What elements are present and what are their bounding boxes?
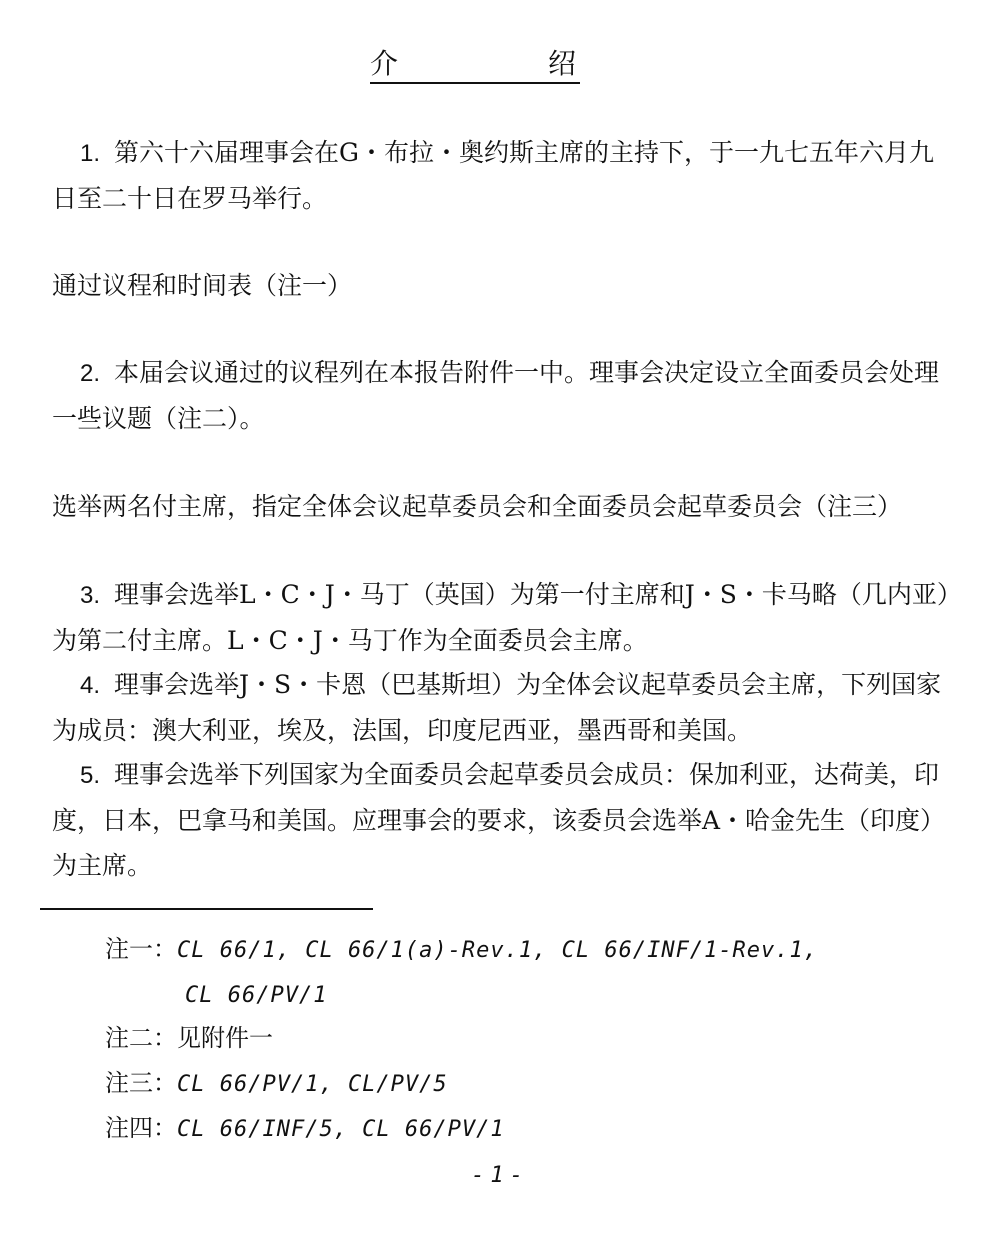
footnote-3 <box>105 1067 448 1101</box>
footnote-ref: CL 66/PV/1, CL/PV/5 <box>177 1072 448 1097</box>
footnote-4 <box>105 1112 505 1146</box>
paragraph-number: 2. <box>79 360 100 387</box>
paragraph-text: 理事会选举L・C・J・马丁（英国）为第一付主席和J・S・卡马略（几内亚）为第二付主席。L・C・J・马丁作为全面委员会主席。 <box>52 580 950 655</box>
paragraph-number: 1. <box>79 140 100 167</box>
title-left: 介 <box>370 47 403 80</box>
footnote-1 <box>105 933 818 967</box>
footnote-1-cont <box>185 978 327 1012</box>
paragraph-text: 本届会议通过的议程列在本报告附件一中。理事会决定设立全面委员会处理一些议题（注二）。 <box>52 358 940 433</box>
footnote-ref: CL 66/PV/1 <box>185 983 328 1008</box>
section-heading-agenda: 通过议程和时间表（注一） <box>52 271 353 300</box>
footnote-divider <box>40 908 373 910</box>
title-right: 绍 <box>547 47 580 80</box>
paragraph-2 <box>52 350 952 441</box>
paragraph-number: 4. <box>79 672 100 699</box>
paragraph-text: 第六十六届理事会在G・布拉・奥约斯主席的主持下，于一九七五年六月九日至二十日在罗马举行。 <box>52 138 934 213</box>
paragraph-3 <box>52 572 952 663</box>
footnote-ref: 见附件一 <box>177 1024 273 1052</box>
footnote-label: 注二： <box>105 1024 177 1052</box>
footnote-label: 注四： <box>105 1114 177 1142</box>
page-number: -1- <box>471 1163 529 1188</box>
footnote-label: 注三： <box>105 1069 177 1097</box>
footnote-2 <box>105 1022 273 1054</box>
paragraph-text: 理事会选举J・S・卡恩（巴基斯坦）为全体会议起草委员会主席，下列国家为成员：澳大利亚，埃及，法国，印度尼西亚，墨西哥和美国。 <box>52 670 942 745</box>
footnote-ref: CL 66/INF/5, CL 66/PV/1 <box>177 1117 505 1142</box>
paragraph-1 <box>52 130 952 221</box>
footnote-ref: CL 66/1, CL 66/1(a)-Rev.1, CL 66/INF/1-Rev.1, <box>177 938 819 963</box>
paragraph-5 <box>52 752 952 888</box>
paragraph-number: 5. <box>79 762 100 789</box>
paragraph-number: 3. <box>79 582 100 609</box>
paragraph-text: 理事会选举下列国家为全面委员会起草委员会成员：保加利亚，达荷美，印度，日本，巴拿马和美国。应理事会的要求，该委员会选举A・哈金先生（印度）为主席。 <box>52 760 946 880</box>
paragraph-4 <box>52 662 952 753</box>
section-heading-elections: 选举两名付主席，指定全体会议起草委员会和全面委员会起草委员会（注三） <box>52 492 903 521</box>
footnote-label: 注一： <box>105 935 177 963</box>
page-title <box>370 48 580 84</box>
